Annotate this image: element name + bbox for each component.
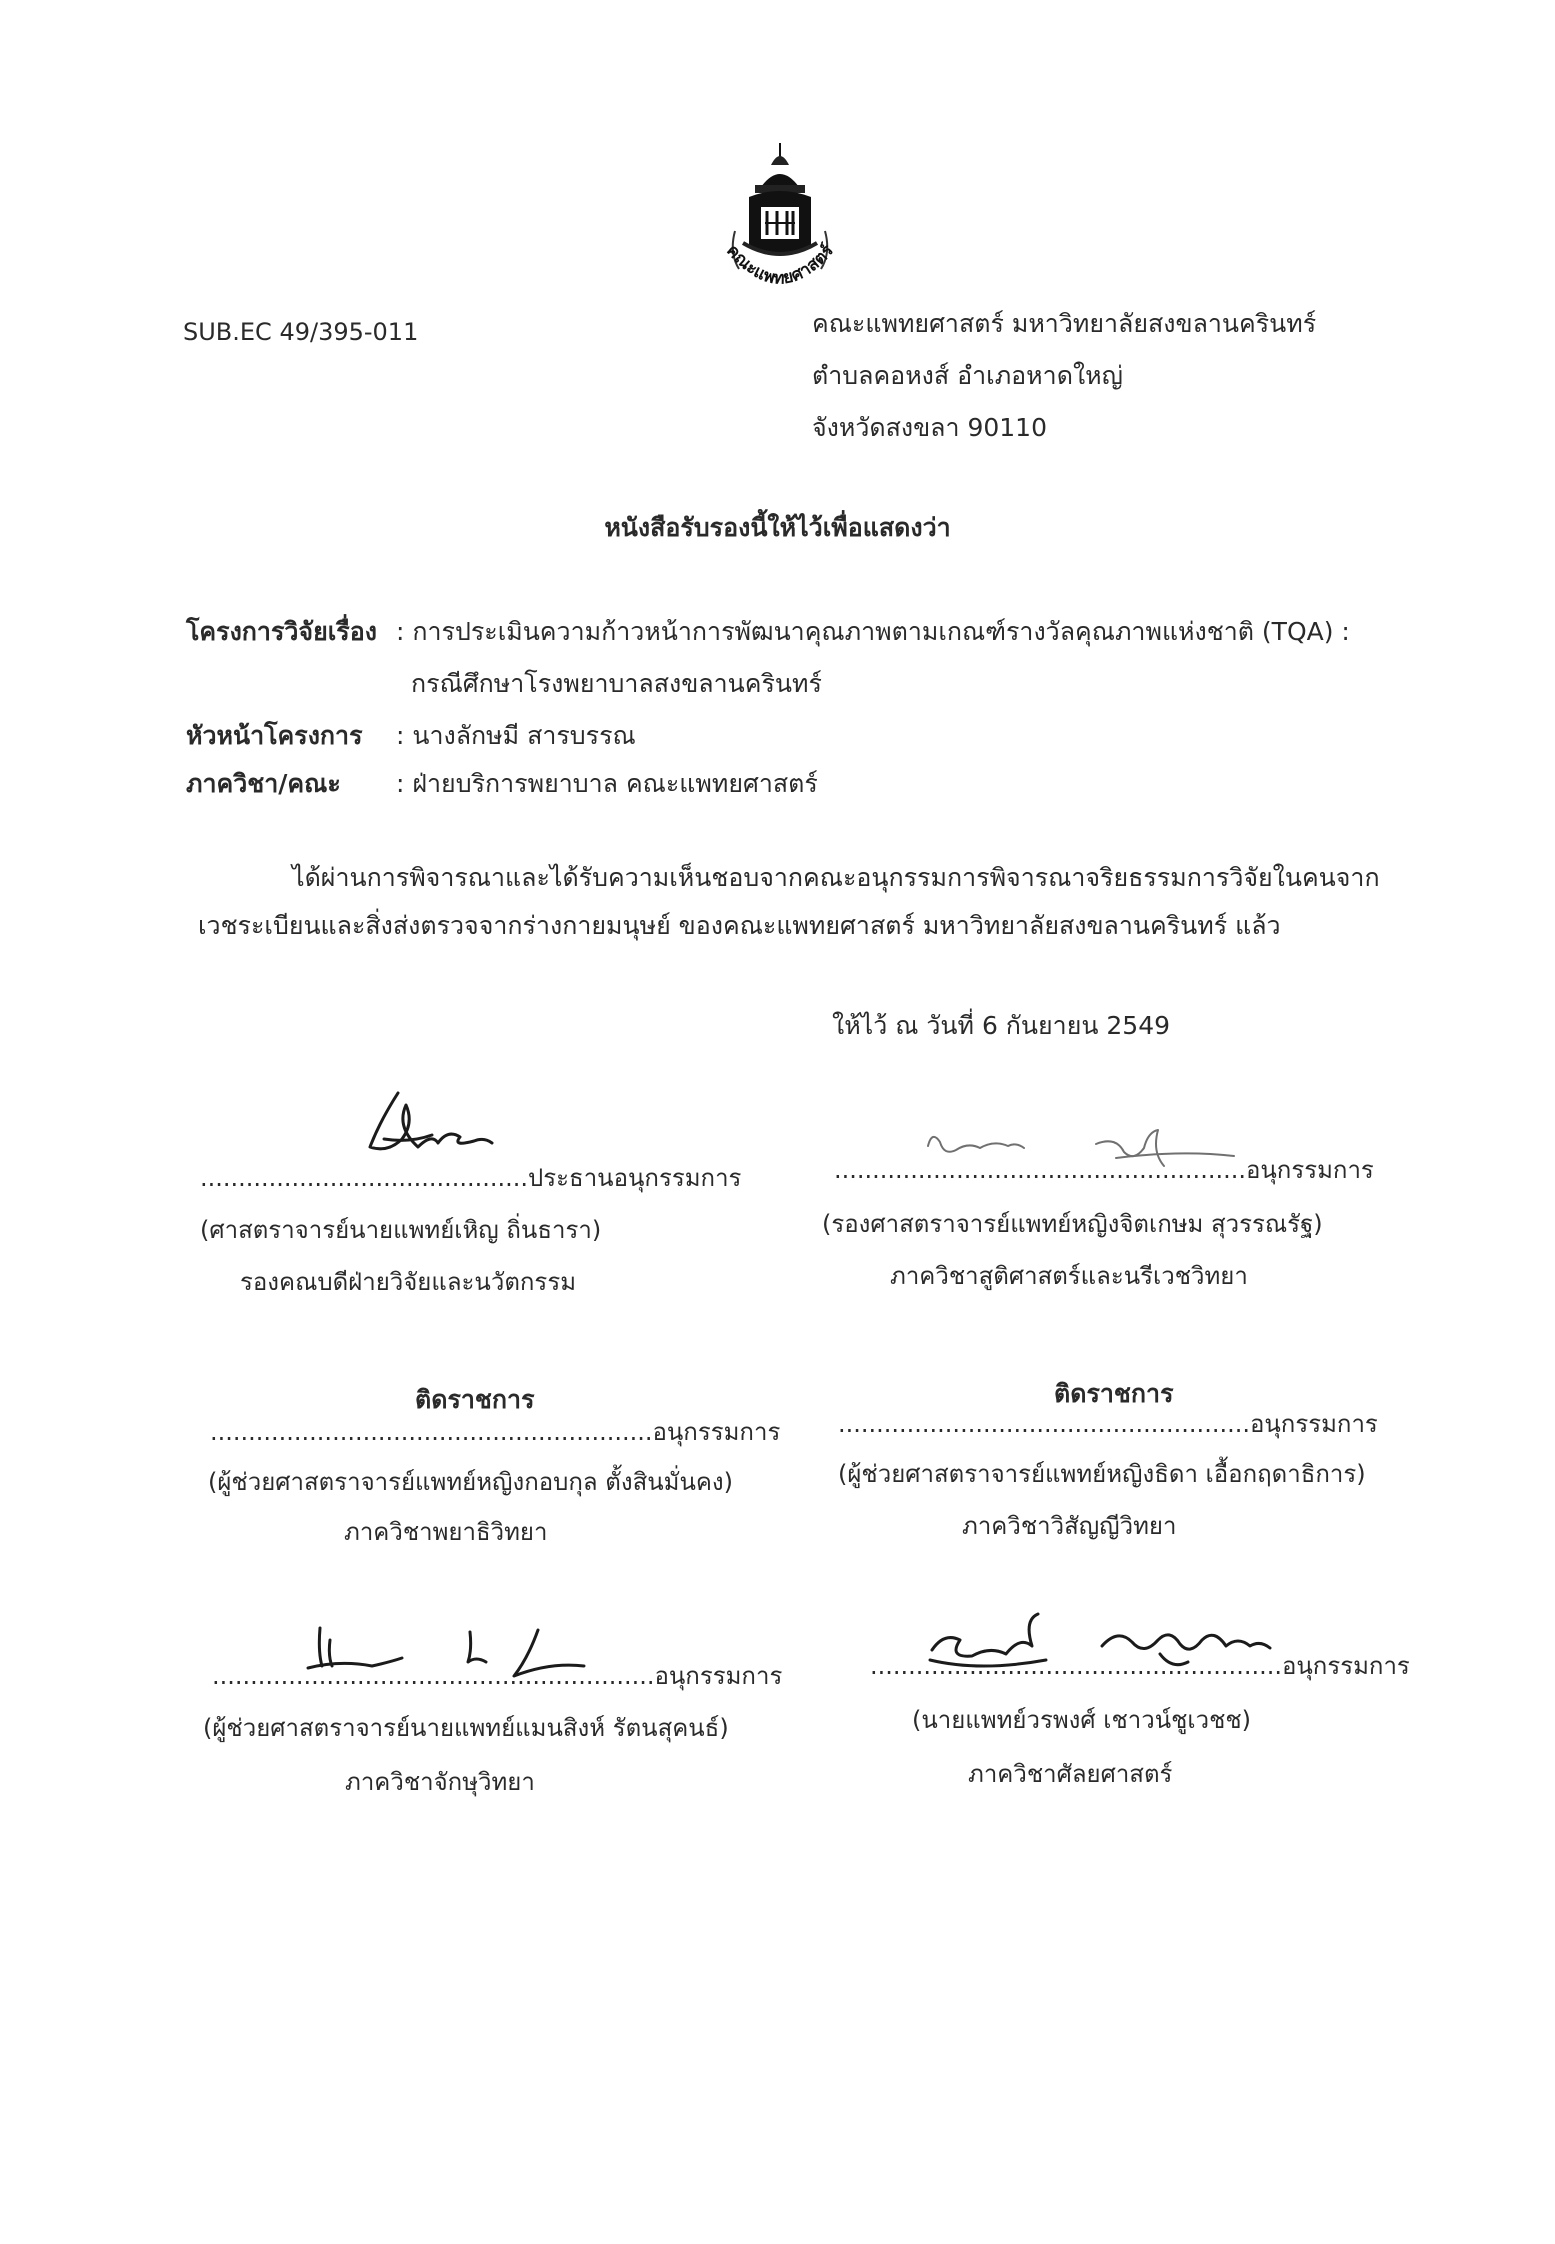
signatory-2-position: ภาควิชาสูติศาสตร์และนรีเวชวิทยา [890, 1262, 1248, 1290]
faculty-seal-logo [705, 135, 855, 300]
department-value: : ฝ่ายบริการพยาบาล คณะแพทยศาสตร์ [396, 769, 818, 798]
reference-number: SUB.EC 49/395-011 [183, 318, 419, 346]
signatory-6-line: ......................................................อนุกรรมการ [870, 1652, 1410, 1680]
signatory-3-line: ..........................................................อนุกรรมการ [210, 1418, 781, 1446]
signatory-6-position: ภาควิชาศัลยศาสตร์ [968, 1760, 1173, 1788]
project-head-value: : นางลักษมี สารบรรณ [396, 721, 636, 750]
signatory-3-absent-note: ติดราชการ [415, 1385, 535, 1414]
signatory-3-name: (ผู้ช่วยศาสตราจารย์แพทย์หญิงกอบกุล ตั้งสินมั่นคง) [208, 1468, 733, 1496]
approval-text-line-1: ได้ผ่านการพิจารณาและได้รับความเห็นชอบจากคณะอนุกรรมการพิจารณาจริยธรรมการวิจัยในคนจาก [292, 863, 1380, 892]
signatory-4-absent-note: ติดราชการ [1054, 1379, 1174, 1408]
project-head-label: หัวหน้าโครงการ [186, 721, 363, 750]
seal-text: คณะแพทยศาสตร์ [722, 240, 838, 289]
signatory-5-line: ..........................................................อนุกรรมการ [212, 1662, 783, 1690]
signatory-5-position: ภาควิชาจักษุวิทยา [345, 1768, 535, 1796]
certificate-title: หนังสือรับรองนี้ให้ไว้เพื่อแสดงว่า [604, 513, 951, 542]
department-label: ภาควิชา/คณะ [186, 769, 341, 798]
address-line-3: จังหวัดสงขลา 90110 [812, 413, 1047, 442]
signatory-1-position: รองคณบดีฝ่ายวิจัยและนวัตกรรม [240, 1268, 577, 1296]
address-line-2: ตำบลคอหงส์ อำเภอหาดใหญ่ [812, 361, 1123, 390]
project-title-line-1: : การประเมินความก้าวหน้าการพัฒนาคุณภาพตามเกณฑ์รางวัลคุณภาพแห่งชาติ (TQA) : [396, 617, 1350, 646]
signatory-2-line: ......................................................อนุกรรมการ [834, 1156, 1374, 1184]
signatory-1-name: (ศาสตราจารย์นายแพทย์เหิญ ถิ่นธารา) [200, 1216, 602, 1244]
signatory-1-line: ...........................................ประธานอนุกรรมการ [200, 1164, 742, 1192]
project-title-line-2: กรณีศึกษาโรงพยาบาลสงขลานครินทร์ [411, 669, 822, 698]
signatory-2-name: (รองศาสตราจารย์แพทย์หญิงจิตเกษม สุวรรณรัฐ) [822, 1210, 1323, 1238]
address-line-1: คณะแพทยศาสตร์ มหาวิทยาลัยสงขลานครินทร์ [812, 309, 1317, 338]
signatory-4-line: ......................................................อนุกรรมการ [838, 1410, 1378, 1438]
approval-text-line-2: เวชระเบียนและสิ่งส่งตรวจจากร่างกายมนุษย์ ของคณะแพทยศาสตร์ มหาวิทยาลัยสงขลานครินทร์ แล้ว [198, 911, 1281, 940]
signatory-4-name: (ผู้ช่วยศาสตราจารย์แพทย์หญิงธิดา เอื้อกฤดาธิการ) [838, 1460, 1366, 1488]
signatory-4-position: ภาควิชาวิสัญญีวิทยา [962, 1512, 1177, 1540]
signatory-3-position: ภาควิชาพยาธิวิทยา [344, 1518, 548, 1546]
project-title-label: โครงการวิจัยเรื่อง [186, 617, 377, 646]
given-date: ให้ไว้ ณ วันที่ 6 กันยายน 2549 [832, 1011, 1171, 1040]
signatory-6-name: (นายแพทย์วรพงศ์ เชาวน์ชูเวชช) [912, 1706, 1252, 1734]
signatory-5-name: (ผู้ช่วยศาสตราจารย์นายแพทย์แมนสิงห์ รัตนสุคนธ์) [203, 1714, 729, 1742]
